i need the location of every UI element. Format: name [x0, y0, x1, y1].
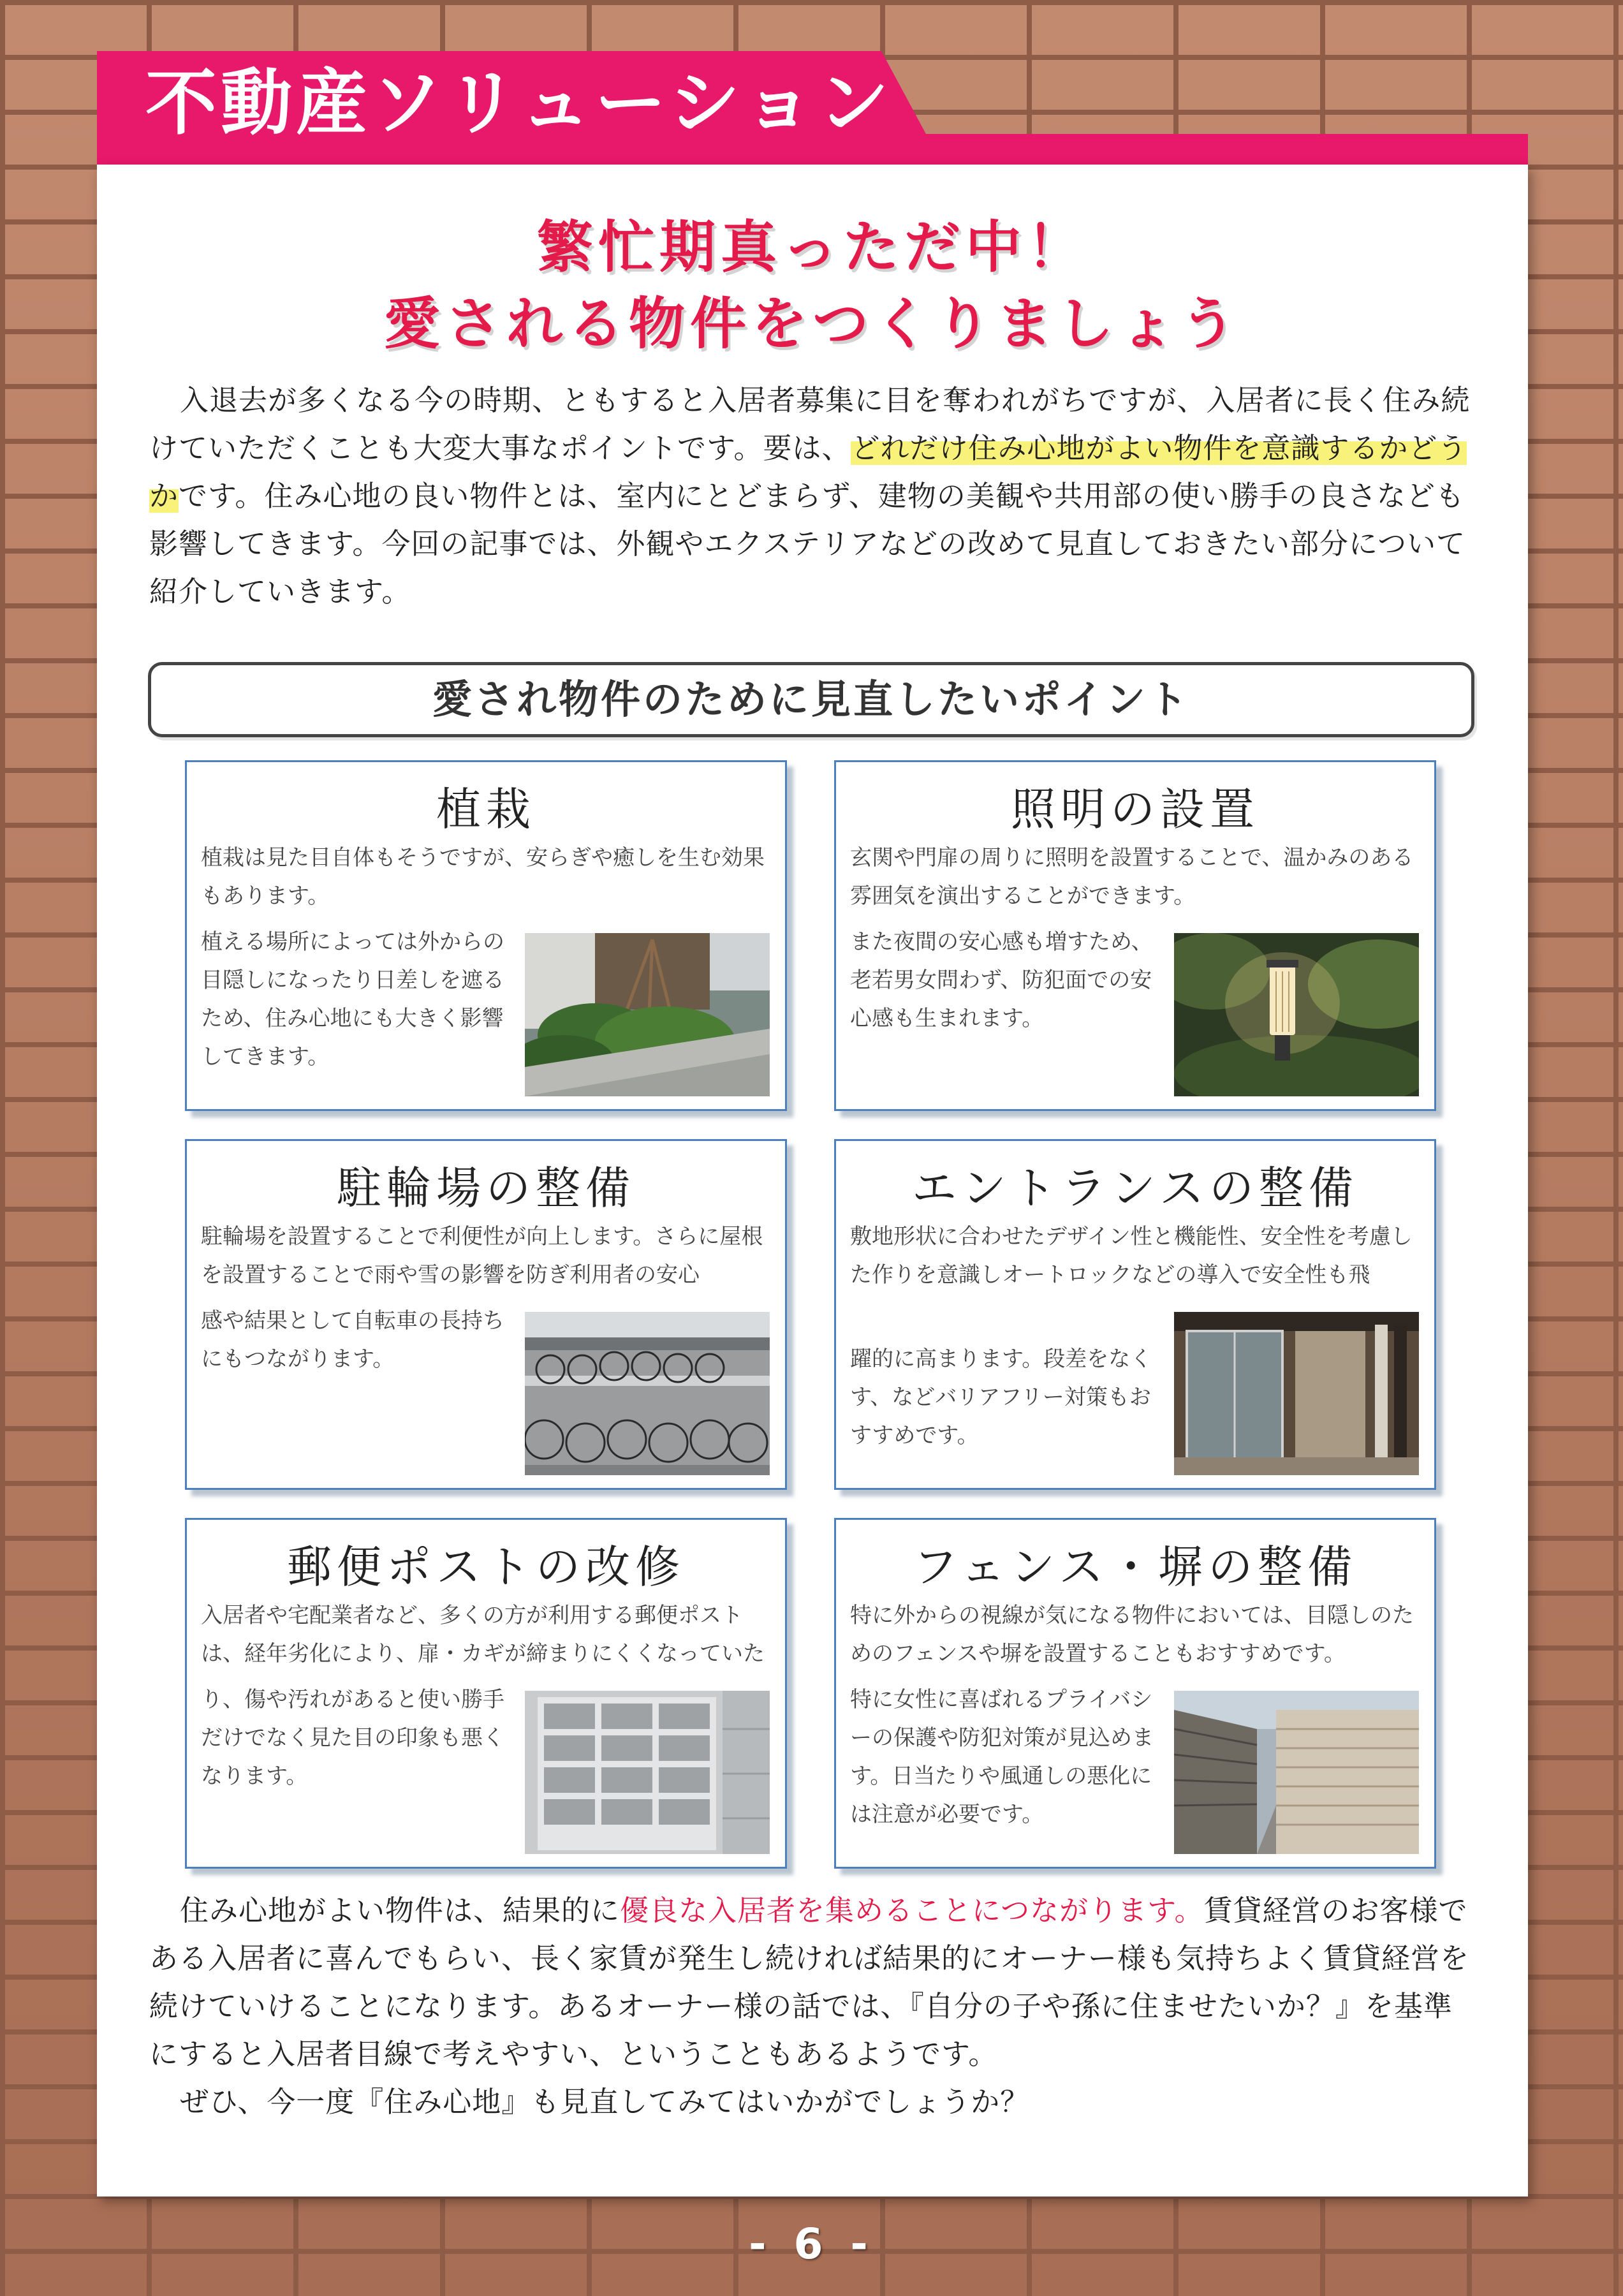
card-text-secondary: また夜間の安心感も増すため、老若男女問わず、防犯面での安心感も生まれます。 — [850, 929, 1153, 1031]
outro-text-before: 住み心地がよい物件は、結果的に — [180, 1894, 621, 1927]
card-text-secondary: り、傷や汚れがあると使い勝手だけでなく見た目の印象も悪くなります。 — [201, 1687, 504, 1789]
card-entrance — [834, 1139, 1436, 1490]
intro-paragraph — [149, 376, 1476, 615]
card-lighting — [834, 760, 1436, 1111]
planting-photo — [525, 933, 770, 1096]
card-title: フェンス・塀の整備 — [913, 1541, 1358, 1593]
card-fence — [834, 1518, 1436, 1869]
page-number: - 6 - — [749, 2219, 874, 2269]
page-category-title: 不動産ソリューション — [145, 62, 893, 145]
card-text-secondary: 特に女性に喜ばれるプライバシーの保護や防犯対策が見込めます。日当たりや風通しの悪化には注意が必要です。 — [850, 1687, 1154, 1827]
card-text: 駐輪場を設置することで利便性が向上します。さらに屋根を設置することで雨や雪の影響を防ぎ利用者の安心 — [201, 1224, 763, 1288]
headline-line2: 愛される物件をつくりましょう — [383, 291, 1241, 357]
headline-line1: 繁忙期真っただ中！ — [536, 214, 1088, 280]
card-text: 玄関や門扉の周りに照明を設置することで、温かみのある雰囲気を演出することができます。 — [850, 845, 1414, 909]
outro-paragraph-1 — [149, 1887, 1476, 2078]
card-title: エントランスの整備 — [912, 1162, 1358, 1214]
bicycle-parking-photo — [525, 1312, 770, 1475]
card-text-secondary: 躍的に高まります。段差をなくす、などバリアフリー対策もおすすめです。 — [850, 1346, 1152, 1448]
lighting-photo — [1174, 933, 1419, 1096]
card-text-secondary: 植える場所によっては外からの目隠しになったり日差しを遮るため、住み心地にも大きく影響してきます。 — [201, 929, 504, 1070]
card-text: 敷地形状に合わせたデザイン性と機能性、安全性を考慮した作りを意識しオートロックなどの導入で安全性も飛 — [850, 1224, 1413, 1288]
outro-emphasis: 優良な入居者を集めることにつながります。 — [620, 1894, 1204, 1927]
card-title: 植栽 — [436, 783, 536, 835]
mailbox-photo — [525, 1691, 770, 1854]
intro-highlight: どれだけ住み心地がよい物件を意識するかどうか — [149, 431, 1467, 513]
card-bicycle-parking — [185, 1139, 787, 1490]
card-text: 入居者や宅配業者など、多くの方が利用する郵便ポストは、経年劣化により、扉・カギが締まりにくくなっていた — [201, 1603, 765, 1667]
intro-text-after: です。住み心地の良い物件とは、室内にとどまらず、建物の美観や共用部の使い勝手の良さなども影響してきます。今回の記事では、外観やエクステリアなどの改めて見直しておきたい部分について紹介していきます。 — [149, 479, 1466, 608]
outro-paragraph-2: ぜひ、今一度『住み心地』も見直してみてはいかがでしょうか？ — [180, 2085, 1030, 2119]
intro-text-before: 入退去が多くなる今の時期、ともすると入居者募集に目を奪われがちですが、入居者に長く住み続けていただくことも大変大事なポイントです。要は、 — [149, 383, 1471, 465]
card-title: 郵便ポストの改修 — [287, 1541, 685, 1593]
card-title: 駐輪場の整備 — [337, 1162, 635, 1214]
card-text: 特に外からの視線が気になる物件においては、目隠しのためのフェンスや塀を設置することもおすすめです。 — [850, 1603, 1414, 1667]
card-mailbox — [185, 1518, 787, 1869]
outro-text — [149, 1887, 1476, 2126]
entrance-photo — [1174, 1312, 1419, 1475]
card-text: 植栽は見た目自体もそうですが、安らぎや癒しを生む効果もあります。 — [201, 845, 765, 909]
section-header: 愛され物件のために見直したいポイント — [148, 662, 1474, 737]
card-text-secondary: 感や結果として自転車の長持ちにもつながります。 — [201, 1308, 504, 1372]
card-title: 照明の設置 — [1011, 783, 1259, 835]
card-planting — [185, 760, 787, 1111]
outro-text-after: 賃貸経営のお客様である入居者に喜んでもらい、長く家賃が発生し続ければ結果的にオーナー様も気持ちよく賃貸経営を続けていけることになります。あるオーナー様の話では、『自分の子や孫に住ませたいか？』を基準にすると入居者目線で考えやすい、ということもあるようです。 — [149, 1894, 1470, 2071]
fence-photo — [1174, 1691, 1419, 1854]
